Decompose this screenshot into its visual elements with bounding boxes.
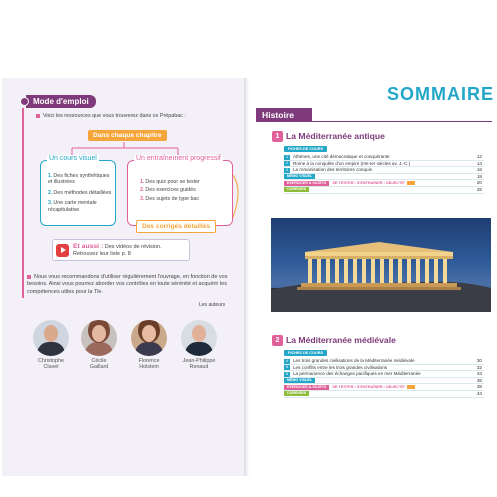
toc-row[interactable]: MÉMO VISUEL 18 bbox=[284, 174, 484, 181]
section-title: 1 La Méditerranée antique bbox=[272, 130, 385, 142]
objectif-chip-icon bbox=[407, 385, 415, 389]
list-item: 2.Des exercices guidés bbox=[140, 187, 196, 194]
author-name: Christophe Clavel bbox=[37, 358, 65, 370]
signature: Les auteurs bbox=[199, 302, 226, 308]
toc-row[interactable]: 1 Athènes, une cité démocratique et conquérante 12 bbox=[285, 154, 482, 159]
toc-row[interactable]: CORRIGÉS 25 bbox=[284, 187, 484, 194]
cours-visuel-list bbox=[48, 173, 115, 213]
entrainement-label: Un entraînement progressif bbox=[136, 155, 221, 162]
objectif-chip-icon bbox=[407, 181, 415, 185]
list-item: 2.Des méthodes détaillées bbox=[48, 189, 112, 196]
author-name: Cécile Gaillard bbox=[89, 358, 109, 370]
author-card bbox=[127, 320, 171, 370]
theme-underline bbox=[312, 121, 492, 122]
list-item: 3.Une carte mentale récapitulative bbox=[48, 200, 97, 213]
section-title: 2 La Méditerranée médiévale bbox=[272, 334, 396, 346]
video-icon bbox=[56, 244, 69, 257]
toc-section-1 bbox=[284, 154, 484, 194]
toc-row[interactable]: CORRIGÉS 43 bbox=[284, 391, 484, 398]
author-photo bbox=[131, 320, 167, 356]
cours-visuel-box bbox=[40, 155, 116, 226]
toc-row[interactable]: EXERCICES & SUJETS SE TESTER • S'ENTRAÎNER • OBJECTIF 38 bbox=[284, 384, 484, 391]
list-item: 1.Des quiz pour se tester bbox=[140, 179, 200, 185]
et-aussi-text: Et aussi : Des vidéos de révision. Retrouvez leur liste p. 8 bbox=[73, 243, 162, 257]
author-name: Jean-Philippe Renaud bbox=[182, 358, 216, 370]
recommendation-paragraph: Nous vous recommandons d'utiliser régulièrement l'ouvrage, en fonction de vos besoins. Ainsi vous pourrez aborder vos contrôles en toute sérénité et acquérir les compétences utiles pour la Tle. bbox=[27, 274, 228, 295]
author-name: Florence Holstein bbox=[138, 358, 160, 370]
toc-section-2 bbox=[284, 358, 484, 398]
page-title: SOMMAIRE bbox=[387, 84, 494, 104]
parthenon-photo bbox=[271, 218, 491, 312]
toc-row[interactable]: MÉMO VISUEL 36 bbox=[284, 378, 484, 385]
author-photo bbox=[81, 320, 117, 356]
list-item: 1.Des fiches synthétiques et illustrées bbox=[48, 173, 110, 186]
fiches-label: FICHES DE COURS bbox=[284, 146, 327, 152]
toc-row[interactable]: EXERCICES & SUJETS SE TESTER • S'ENTRAÎNER • OBJECTIF 20 bbox=[284, 180, 484, 187]
intro-text: Voici les ressources que vous trouverez dans ce Prépabac : bbox=[36, 113, 186, 119]
author-photo bbox=[181, 320, 217, 356]
toc-row[interactable]: 4 Les trois grandes civilisations de la Méditerranée médiévale 30 bbox=[285, 358, 482, 363]
author-photo bbox=[33, 320, 69, 356]
toc-row[interactable]: 2 Rome à la conquête d'un empire (IIIe-Ier siècles av. J.-C.) 14 bbox=[285, 160, 482, 166]
left-page-content bbox=[0, 78, 248, 476]
entrainement-box bbox=[127, 155, 233, 226]
corriges-badge: Des corrigés détaillés bbox=[136, 220, 216, 233]
mode-emploi-title: Mode d'emploi bbox=[33, 97, 89, 106]
cours-visuel-label: Un cours visuel bbox=[49, 155, 97, 162]
chapter-badge: Dans chaque chapitre bbox=[88, 130, 167, 141]
et-aussi-box bbox=[52, 239, 190, 261]
toc-row[interactable]: 6 La permanence des échanges pacifiques en mer Méditerranée 34 bbox=[285, 371, 482, 377]
toc-row[interactable]: 3 La romanisation des territoires conquis 16 bbox=[285, 167, 482, 173]
list-item: 3.Des sujets de type bac bbox=[140, 195, 200, 202]
author-card bbox=[177, 320, 221, 370]
author-card bbox=[29, 320, 73, 370]
toc-row[interactable]: 5 Les conflits entre les trois grandes civilisations 32 bbox=[285, 364, 482, 370]
fiches-label: FICHES DE COURS bbox=[284, 350, 327, 356]
entrainement-list bbox=[140, 179, 200, 202]
author-card bbox=[77, 320, 121, 370]
square-bullet-icon bbox=[27, 275, 31, 279]
theme-tab: Histoire bbox=[256, 108, 312, 122]
